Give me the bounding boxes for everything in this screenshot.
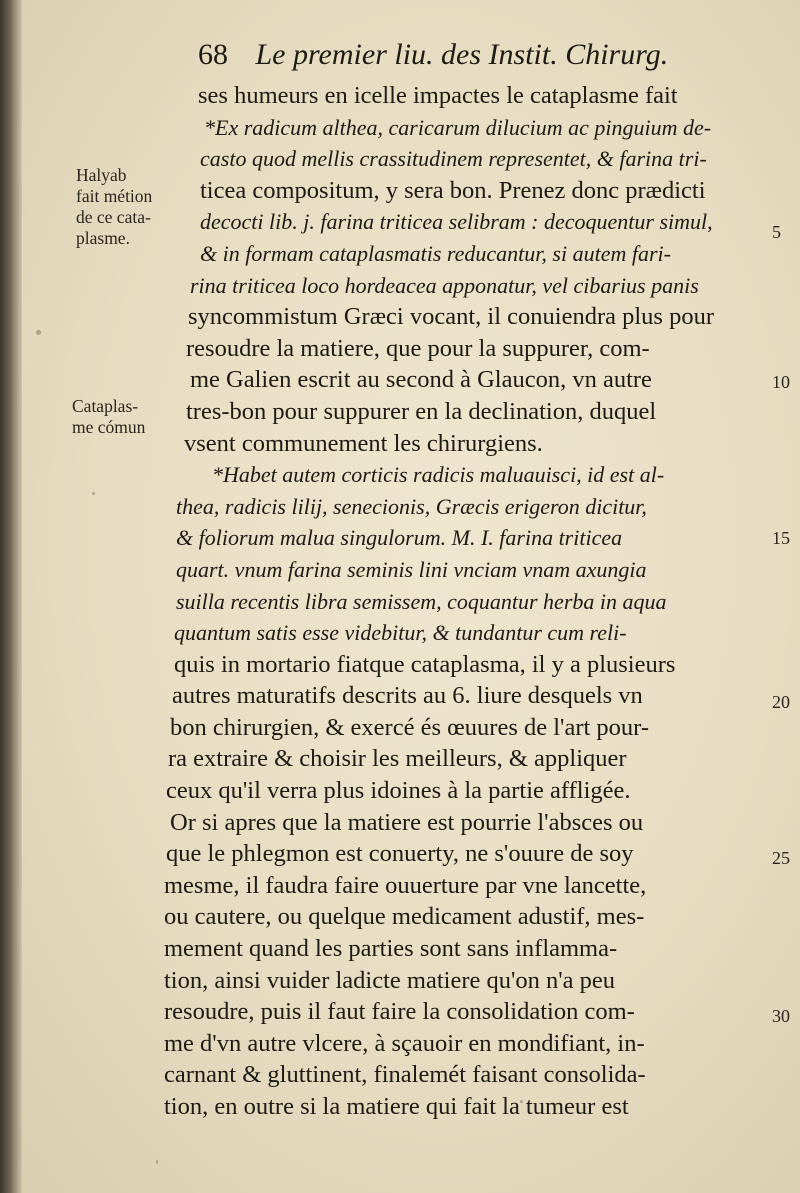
text-line: resoudre, puis il faut faire la consolidation com- [164,998,635,1026]
paper-speck [156,1160,158,1164]
text-line: quantum satis esse videbitur, & tundantur cum reli- [174,620,627,646]
margin-note-halyab [76,165,152,249]
text-line: ra extraire & choisir les meilleurs, & appliquer [168,745,627,773]
text-line: decocti lib. j. farina triticea selibram : decoquentur simul, [200,209,713,235]
line-number: 5 [772,222,781,242]
line-number: 20 [772,692,790,712]
text-line: quart. vnum farina seminis lini vnciam vnam axungia [176,556,647,582]
text-line: suilla recentis libra semissem, coquantur herba in aqua [176,588,667,614]
line-number: 10 [772,372,790,392]
line-number: 30 [772,1006,790,1026]
margin-note-line: fait métion [76,186,153,206]
text-line: resoudre la matiere, que pour la suppurer, com- [186,334,650,362]
text-line: quis in mortario fiatque cataplasma, il y a plusieurs [174,650,676,678]
margin-note-line: de ce cata- [76,207,151,227]
paper-speck [36,330,41,335]
line-number: 25 [772,848,790,868]
text-line: *Ex radicum althea, caricarum dilucium ac pinguium de- [204,114,712,140]
text-line: thea, radicis lilij, senecionis, Græcis erigeron dicitur, [176,493,647,519]
paper-speck [92,492,95,495]
page-binding-edge [0,0,22,1193]
main-text-block [160,80,772,1123]
margin-note-line: me cómun [72,417,146,437]
text-line: syncommistum Græci vocant, il conuiendra plus pour [188,303,714,331]
text-line: tion, ainsi vuider ladicte matiere qu'on n'a peu [164,966,616,994]
text-line: tres-bon pour suppurer en la declination, duquel [186,397,657,425]
text-line: rina triticea loco hordeacea apponatur, vel cibarius panis [190,272,699,298]
text-line: & foliorum malua singulorum. M. I. farina triticea [176,525,623,551]
margin-note-cataplasme [72,396,145,438]
paper-speck [520,1100,523,1103]
running-title: Le premier liu. des Instit. Chirurg. [255,38,669,71]
text-line: ceux qu'il verra plus idoines à la partie affligée. [166,777,631,805]
text-line: ou cautere, ou quelque medicament adustif, mes- [164,903,645,931]
text-line: mesme, il faudra faire ouuerture par vne lancette, [164,871,647,899]
text-line: me Galien escrit au second à Glaucon, vn autre [190,366,652,394]
text-line: me d'vn autre vlcere, à sçauoir en mondifiant, in- [164,1029,645,1057]
text-line: que le phlegmon est conuerty, ne s'ouure de soy [166,840,634,868]
text-line: Or si apres que la matiere est pourrie l'absces ou [170,808,644,836]
text-line: tion, en outre si la matiere qui fait la tumeur est [164,1093,629,1120]
text-line: mement quand les parties sont sans inflamma- [164,935,618,963]
text-line: vsent communement les chirurgiens. [184,429,543,457]
text-line: bon chirurgien, & exercé és œuures de l'art pour- [170,713,650,741]
text-line: casto quod mellis crassitudinem representet, & farina tri- [200,146,707,172]
line-number: 15 [772,528,790,548]
text-line: ses humeurs en icelle impactes le cataplasme fait [198,82,678,109]
running-header [198,38,718,82]
margin-note-line: Halyab [76,165,127,185]
text-line: & in formam cataplasmatis reducantur, si autem fari- [200,240,671,266]
text-line: ticea compositum, y sera bon. Prenez donc prædicti [200,176,706,204]
text-line: autres maturatifs descrits au 6. liure desquels vn [172,682,643,710]
text-line: *Habet autem corticis radicis maluauisci, id est al- [212,462,665,488]
margin-note-line: plasme. [76,228,130,248]
text-line: carnant & gluttinent, finalemét faisant consolida- [164,1061,646,1089]
margin-note-line: Cataplas- [72,396,139,416]
folio-number: 68 [198,38,228,71]
